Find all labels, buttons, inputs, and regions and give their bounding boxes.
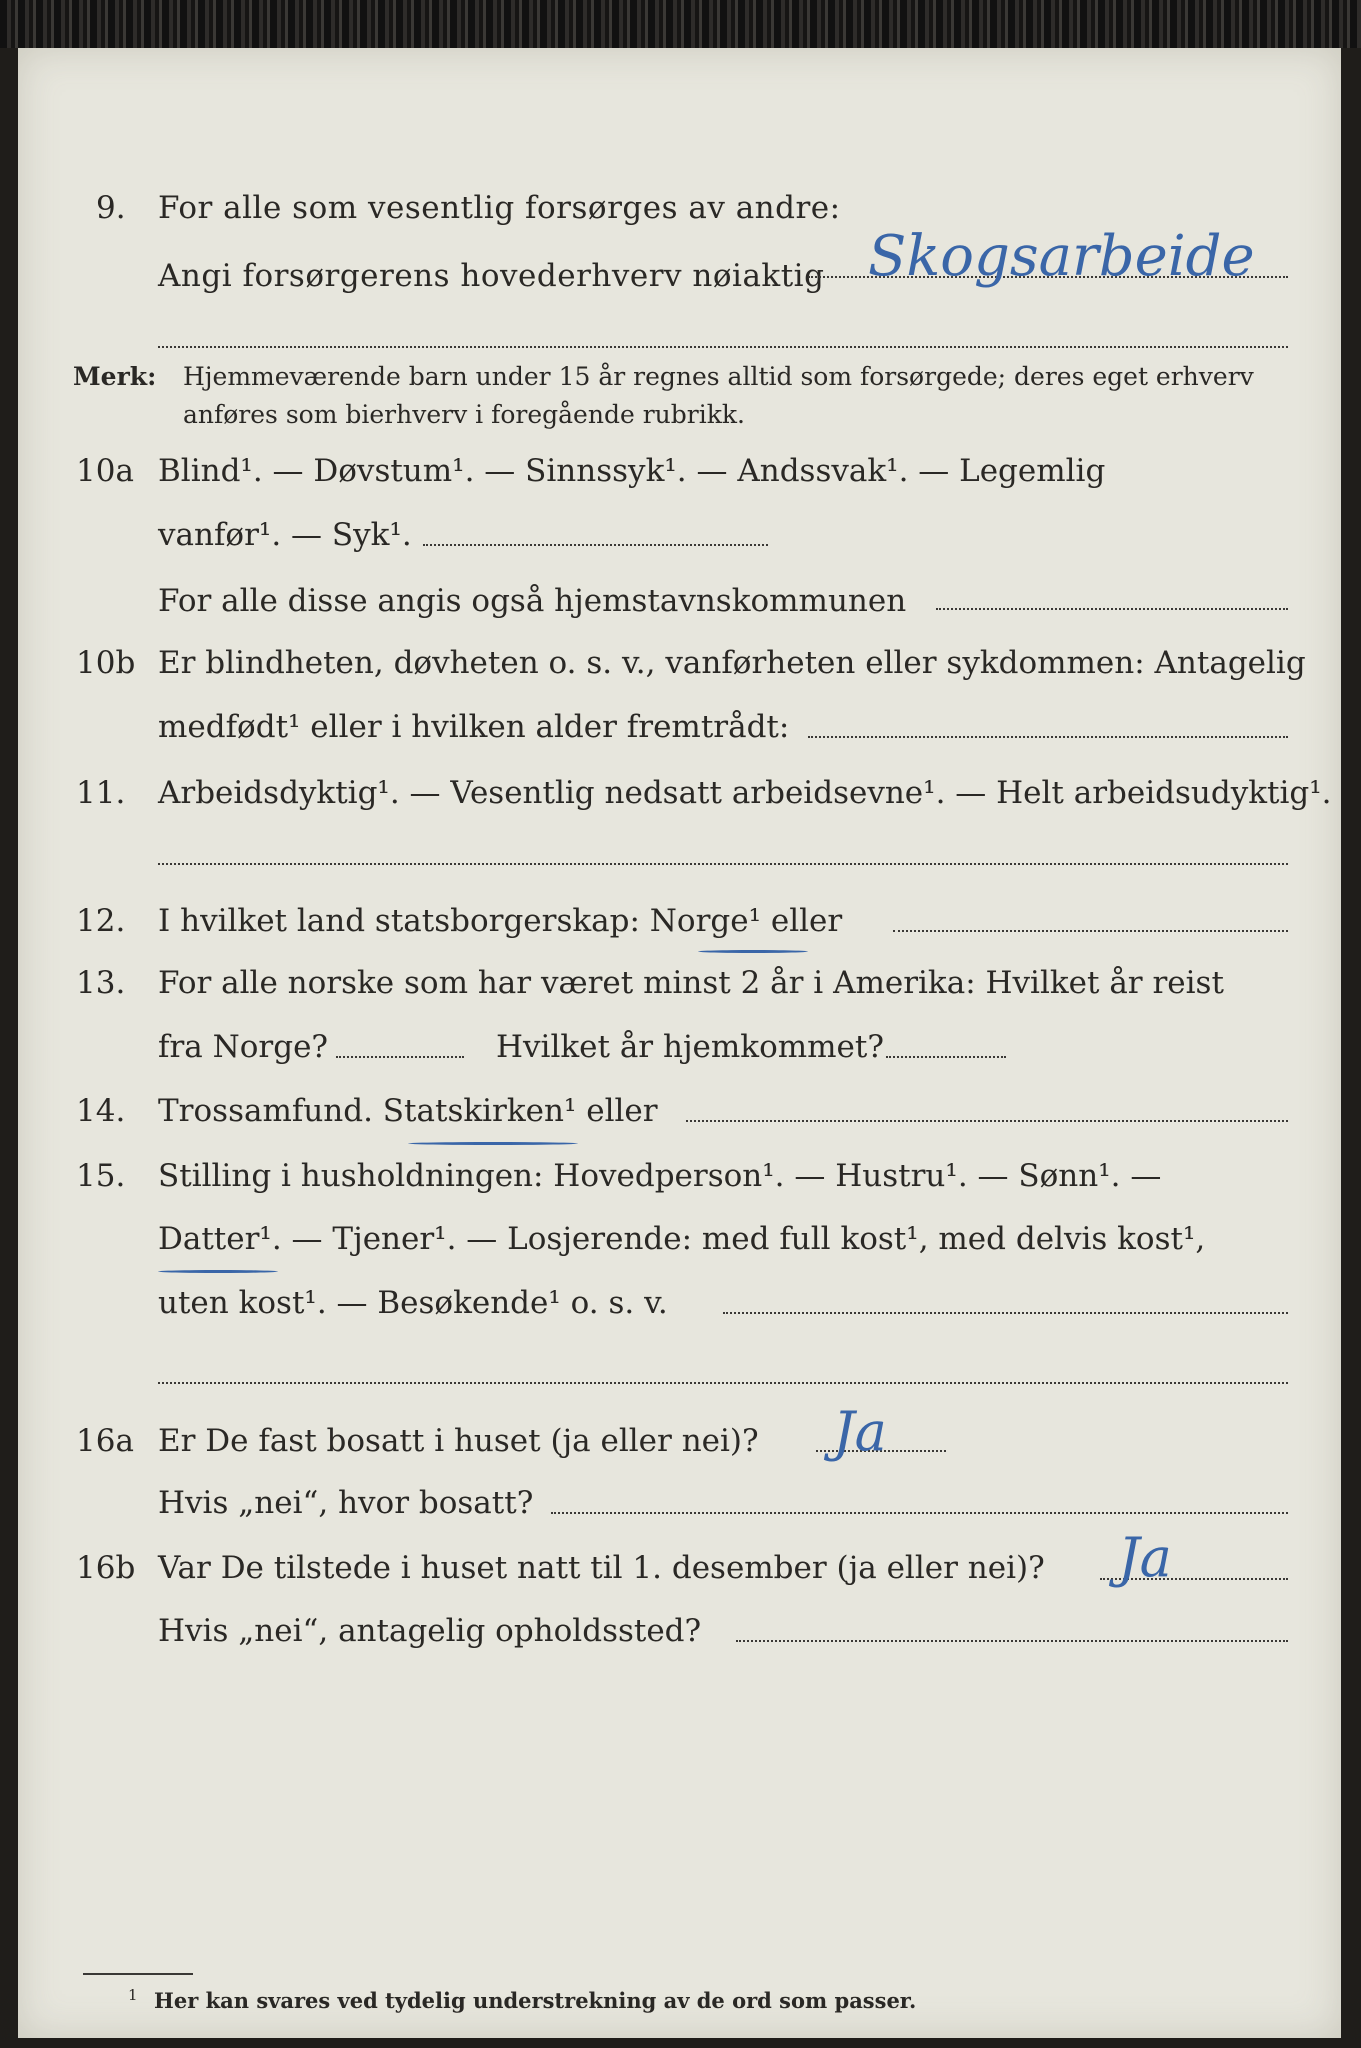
- q16a-number: 16a: [76, 1423, 134, 1459]
- footnote-text: Her kan svares ved tydelig understrekning av de ord som passer.: [154, 1988, 917, 2013]
- q10b-line2: [18, 704, 1341, 750]
- q12-line1: [18, 898, 1341, 944]
- footnote-mark: 1: [128, 1986, 138, 2004]
- q10a-number: 10a: [76, 453, 134, 489]
- q10b-text-1: Er blindheten, døvheten o. s. v., vanførheten eller sykdommen: Antagelig: [158, 645, 1306, 681]
- q14-number: 14.: [76, 1093, 126, 1129]
- q10b-text-2: medfødt¹ eller i hvilken alder fremtrådt:: [158, 709, 790, 745]
- merk-line2: [18, 392, 1341, 438]
- q9-text-1: For alle som vesentlig forsørges av andre:: [158, 190, 841, 226]
- q15-text-3: uten kost¹. — Besøkende¹ o. s. v.: [158, 1285, 668, 1321]
- q13-reist-line: [336, 1056, 464, 1058]
- q11-line1: [18, 770, 1341, 816]
- q9-handwritten-answer: Skogsarbeide: [868, 224, 1255, 289]
- q16b-number: 16b: [76, 1550, 136, 1586]
- q15-answer-line: [723, 1312, 1288, 1314]
- q15-text-2: Datter¹. — Tjener¹. — Losjerende: med full kost¹, med delvis kost¹,: [158, 1221, 1206, 1257]
- q15-number: 15.: [76, 1158, 126, 1194]
- q13-hjemkommet-line: [886, 1056, 1006, 1058]
- q12-text-1: I hvilket land statsborgerskap: Norge¹ eller: [158, 903, 843, 939]
- census-form-page: [18, 48, 1341, 2038]
- scan-top-edge: [0, 0, 1361, 48]
- footnote-rule: [83, 1973, 193, 1975]
- q13-text-2a: fra Norge?: [158, 1029, 329, 1065]
- merk-text-1: Hjemmeværende barn under 15 år regnes alltid som forsørgede; deres eget erhverv: [183, 362, 1254, 391]
- q12-answer-line: [893, 930, 1288, 932]
- q15-line3: [18, 1280, 1341, 1326]
- q10a-kommune-line: [936, 608, 1288, 610]
- q15-underline-datter: [158, 1270, 278, 1273]
- q16b-line2: [18, 1608, 1341, 1654]
- q11-extra-line: [158, 863, 1288, 865]
- q15-line2: [18, 1216, 1341, 1262]
- q10a-answer-line: [423, 544, 768, 546]
- q16a-bosatt-line: [551, 1512, 1288, 1514]
- merk-text-2: anføres som bierhverv i foregående rubrikk.: [183, 400, 745, 429]
- q12-number: 12.: [76, 903, 126, 939]
- q16b-opholdssted-line: [736, 1640, 1288, 1642]
- q16a-line2: [18, 1480, 1341, 1526]
- merk-label: Merk:: [73, 362, 157, 391]
- footnote-line: [18, 1978, 1341, 2024]
- q10b-number: 10b: [76, 645, 136, 681]
- q15-text-1: Stilling i husholdningen: Hovedperson¹. — Hustru¹. — Sønn¹. —: [158, 1158, 1162, 1194]
- q13-number: 13.: [76, 965, 126, 1001]
- q16a-text-2: Hvis „nei“, hvor bosatt?: [158, 1485, 534, 1521]
- q11-number: 11.: [76, 775, 126, 811]
- q10a-line3: [18, 578, 1341, 624]
- q15-line1: [18, 1153, 1341, 1199]
- q10a-line2: [18, 512, 1341, 558]
- q10b-line1: [18, 640, 1341, 686]
- q14-answer-line: [686, 1120, 1288, 1122]
- q9-text-2: Angi forsørgerens hovederhverv nøiaktig: [158, 258, 825, 294]
- q16b-text-2: Hvis „nei“, antagelig opholdssted?: [158, 1613, 702, 1649]
- q13-line2: [18, 1024, 1341, 1070]
- q9-extra-line: [158, 346, 1288, 348]
- q12-underline-norge: [698, 950, 808, 953]
- q10a-line1: [18, 448, 1341, 494]
- q16b-handwritten-answer: Ja: [1118, 1526, 1172, 1589]
- q16a-line1: [18, 1418, 1341, 1464]
- q11-text-1: Arbeidsdyktig¹. — Vesentlig nedsatt arbeidsevne¹. — Helt arbeidsudyktig¹.: [158, 775, 1332, 811]
- q13-text-1: For alle norske som har været minst 2 år i Amerika: Hvilket år reist: [158, 965, 1224, 1001]
- q10a-text-1: Blind¹. — Døvstum¹. — Sinnssyk¹. — Andssvak¹. — Legemlig: [158, 453, 1106, 489]
- q10b-answer-line: [808, 736, 1288, 738]
- q14-text-1: Trossamfund. Statskirken¹ eller: [158, 1093, 658, 1129]
- q16b-text-1: Var De tilstede i huset natt til 1. desember (ja eller nei)?: [158, 1550, 1045, 1586]
- q16a-handwritten-answer: Ja: [833, 1400, 887, 1463]
- q14-line1: [18, 1088, 1341, 1134]
- q15-extra-line: [158, 1382, 1288, 1384]
- q9-number: 9.: [96, 190, 126, 226]
- q10a-text-2: vanfør¹. — Syk¹.: [158, 517, 412, 553]
- q14-underline-statskirken: [408, 1142, 578, 1145]
- q13-line1: [18, 960, 1341, 1006]
- q13-text-2b: Hvilket år hjemkommet?: [496, 1029, 884, 1065]
- q10a-text-3: For alle disse angis også hjemstavnskommunen: [158, 583, 907, 619]
- q16a-text-1: Er De fast bosatt i huset (ja eller nei)?: [158, 1423, 759, 1459]
